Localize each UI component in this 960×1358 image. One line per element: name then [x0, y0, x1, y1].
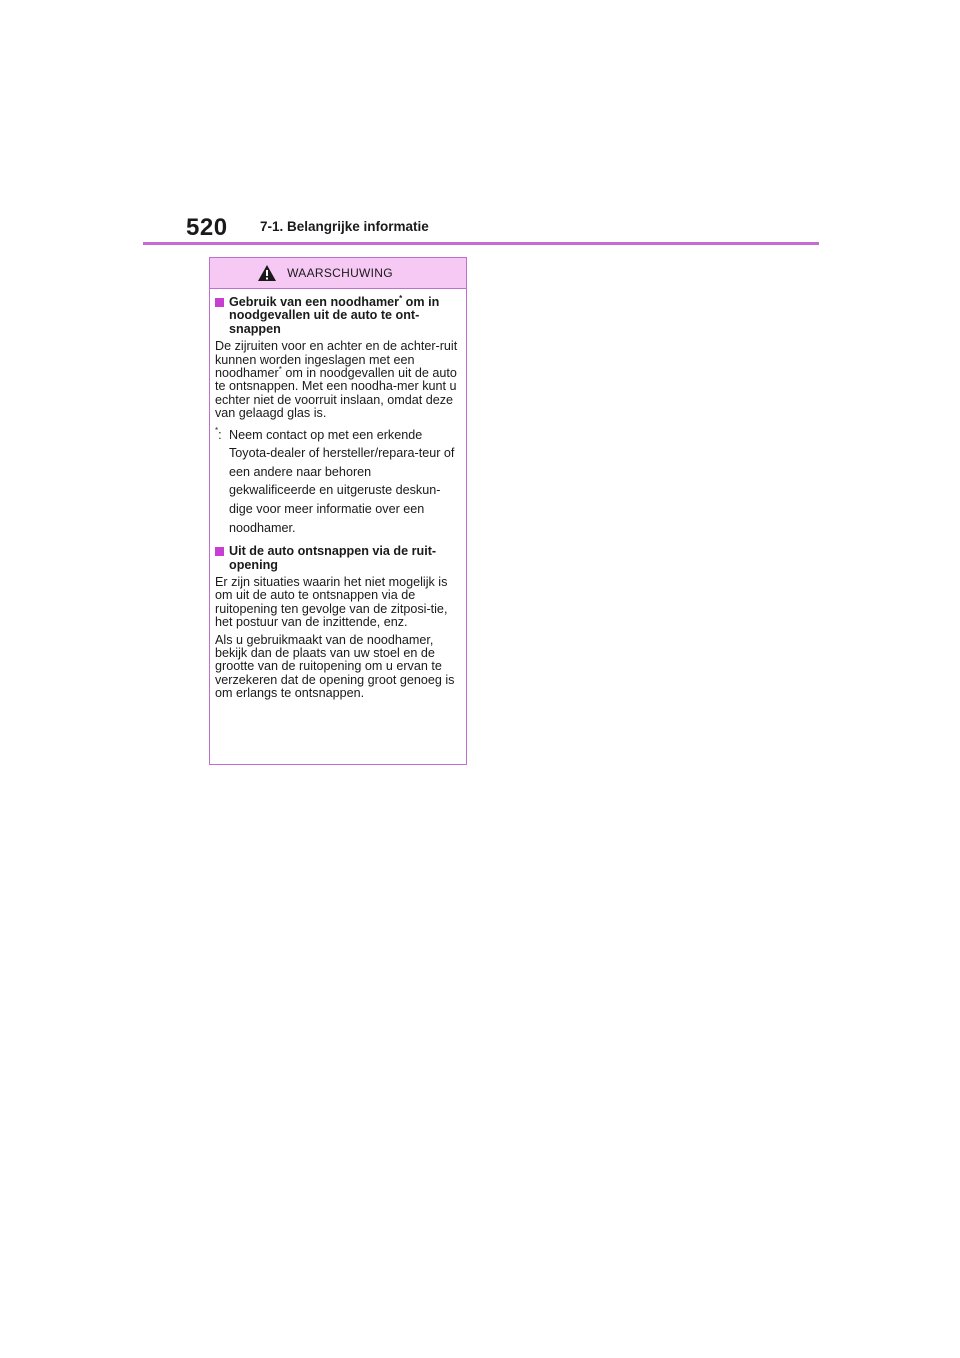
paragraph-situaties: Er zijn situaties waarin het niet mogelijk is om uit de auto te ontsnappen via de ruitopening ten gevolge van de zitposi-tie, het postuur van de inzittende, enz. — [215, 575, 448, 630]
subheading-text: Gebruik van een noodhamer* om in noodgevallen uit de auto te ont-snappen — [229, 294, 440, 336]
subheading-ruitopening — [215, 545, 461, 572]
warning-box — [209, 257, 467, 765]
warning-title: WAARSCHUWING — [287, 266, 393, 280]
paragraph-noodhamer: De zijruiten voor en achter en de achter-ruit kunnen worden ingeslagen met een noodhamer* om in noodgevallen uit de auto te ontsnappen. Met een noodha-mer kunt u echter niet de voorruit inslaan, omdat deze van gelaagd glas is. — [215, 339, 458, 421]
header-rule — [143, 242, 819, 245]
bullet-square — [215, 547, 224, 556]
warning-triangle-icon — [257, 264, 277, 282]
footnote-mark: *: — [215, 425, 222, 442]
footnote — [215, 426, 461, 538]
paragraph-noodhamer-gebruik: Als u gebruikmaakt van de noodhamer, bekijk dan de plaats van uw stoel en de grootte van de ruitopening om u ervan te verzekeren dat de opening groot genoeg is om erlangs te ontsnappen. — [215, 632, 455, 701]
section-title: 7-1. Belangrijke informatie — [260, 219, 429, 234]
bullet-square — [215, 298, 224, 307]
page-number: 520 — [186, 214, 228, 241]
subheading-text: Uit de auto ontsnappen via de ruit-opening — [229, 544, 437, 572]
subheading-noodhamer — [215, 296, 461, 336]
warning-body — [210, 289, 466, 701]
footnote-text: Neem contact op met een erkende Toyota-dealer of hersteller/repara-teur of een andere naar behoren gekwalificeerde en uitgeruste deskun-dige voor meer informatie over een noodhamer. — [229, 427, 455, 535]
warning-header — [210, 258, 466, 289]
